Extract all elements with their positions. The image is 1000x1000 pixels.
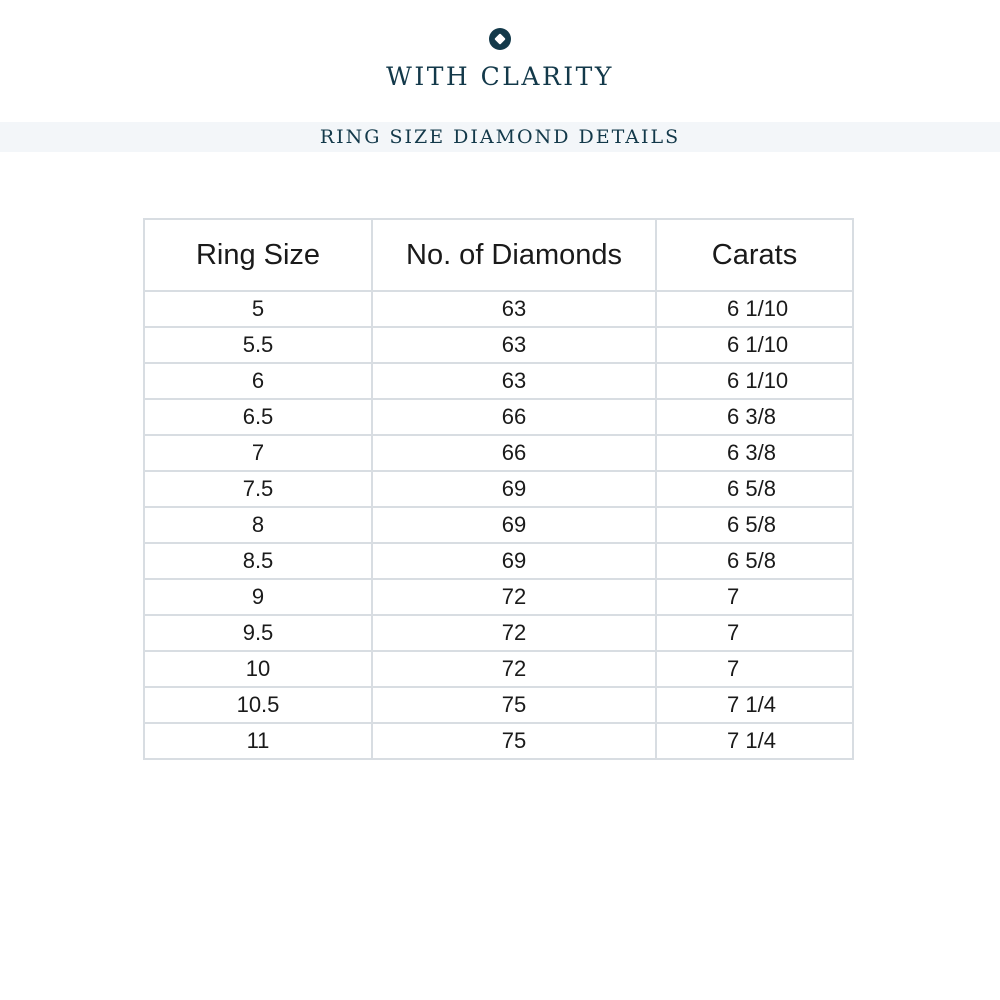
diamond-count-cell: 66 — [372, 399, 656, 435]
ring-size-cell: 5.5 — [144, 327, 372, 363]
diamond-count-cell: 72 — [372, 615, 656, 651]
diamond-circle-icon — [489, 28, 511, 50]
table-row — [144, 723, 853, 759]
ring-size-cell: 6.5 — [144, 399, 372, 435]
carat-cell: 7 — [656, 579, 853, 615]
carat-cell: 6 1/10 — [656, 363, 853, 399]
diamond-count-cell: 72 — [372, 651, 656, 687]
ring-size-cell: 10.5 — [144, 687, 372, 723]
page-title: RING SIZE DIAMOND DETAILS — [319, 126, 681, 148]
diamond-count-cell: 66 — [372, 435, 656, 471]
table-row — [144, 579, 853, 615]
table-header-row — [144, 219, 853, 291]
table-row — [144, 291, 853, 327]
header-no-of-diamonds: No. of Diamonds — [372, 219, 656, 291]
brand-name: WITH CLARITY — [386, 62, 614, 91]
table-row — [144, 543, 853, 579]
table-row — [144, 471, 853, 507]
carat-cell: 6 5/8 — [656, 471, 853, 507]
table-row — [144, 507, 853, 543]
diamond-count-cell: 63 — [372, 291, 656, 327]
carat-cell: 6 3/8 — [656, 399, 853, 435]
table-row — [144, 435, 853, 471]
carat-cell: 7 — [656, 651, 853, 687]
table-row — [144, 327, 853, 363]
carat-cell: 7 — [656, 615, 853, 651]
diamond-count-cell: 63 — [372, 363, 656, 399]
table-row — [144, 363, 853, 399]
header-ring-size: Ring Size — [144, 219, 372, 291]
header-carats: Carats — [656, 219, 853, 291]
carat-cell: 7 1/4 — [656, 723, 853, 759]
carat-cell: 6 1/10 — [656, 291, 853, 327]
table-row — [144, 615, 853, 651]
table-row — [144, 399, 853, 435]
ring-size-cell: 8.5 — [144, 543, 372, 579]
ring-size-cell: 9 — [144, 579, 372, 615]
table-body — [144, 291, 853, 759]
carat-cell: 7 1/4 — [656, 687, 853, 723]
table-row — [144, 651, 853, 687]
diamond-count-cell: 75 — [372, 687, 656, 723]
ring-size-cell: 6 — [144, 363, 372, 399]
diamond-count-cell: 63 — [372, 327, 656, 363]
ring-size-cell: 7.5 — [144, 471, 372, 507]
diamond-count-cell: 69 — [372, 471, 656, 507]
logo-diamond-shape — [494, 33, 505, 44]
table-row — [144, 687, 853, 723]
carat-cell: 6 5/8 — [656, 507, 853, 543]
ring-size-cell: 10 — [144, 651, 372, 687]
carat-cell: 6 1/10 — [656, 327, 853, 363]
ring-size-cell: 7 — [144, 435, 372, 471]
carat-cell: 6 3/8 — [656, 435, 853, 471]
ring-size-cell: 5 — [144, 291, 372, 327]
diamond-count-cell: 69 — [372, 507, 656, 543]
diamond-count-cell: 69 — [372, 543, 656, 579]
ring-size-cell: 11 — [144, 723, 372, 759]
ring-size-cell: 9.5 — [144, 615, 372, 651]
carat-cell: 6 5/8 — [656, 543, 853, 579]
diamond-count-cell: 75 — [372, 723, 656, 759]
ring-size-cell: 8 — [144, 507, 372, 543]
diamond-count-cell: 72 — [372, 579, 656, 615]
ring-size-table — [143, 218, 854, 760]
